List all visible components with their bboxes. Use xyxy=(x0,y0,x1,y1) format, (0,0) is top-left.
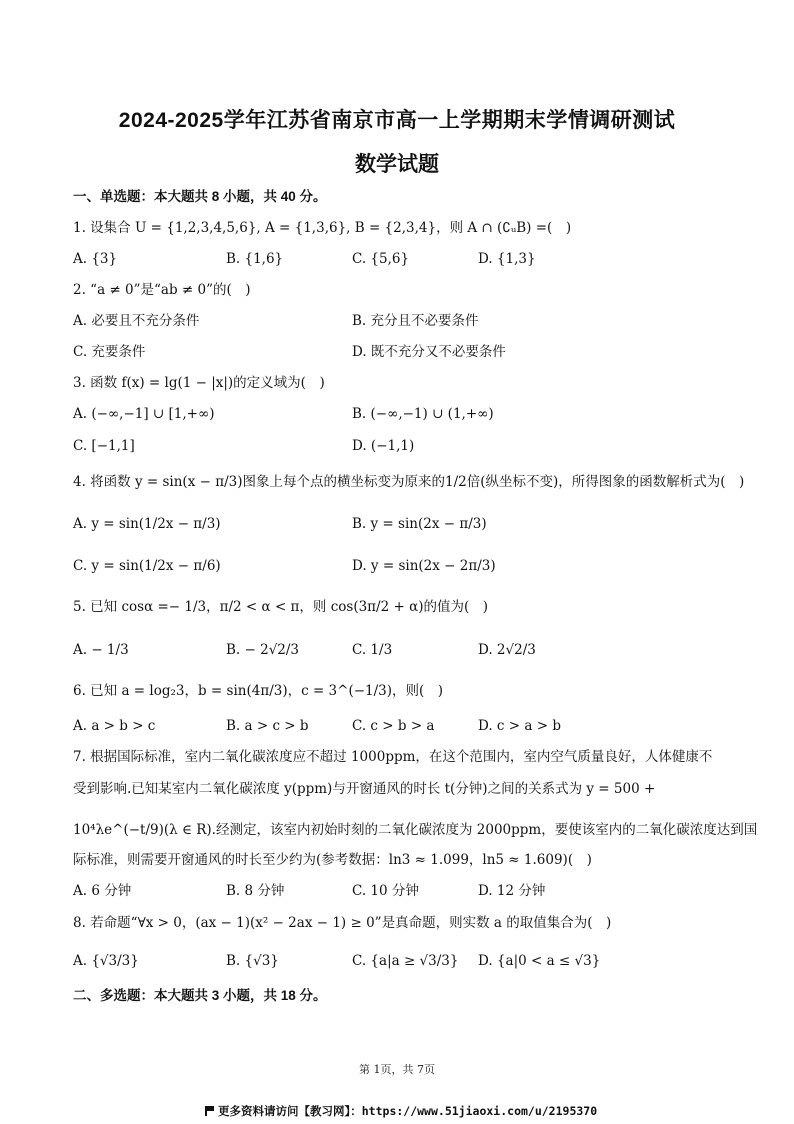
q5-option-a: A. − 1/3 xyxy=(73,642,129,658)
q1-option-a: A. {3} xyxy=(73,251,118,267)
q2-option-c: C. 充要条件 xyxy=(73,344,146,360)
q2-option-a: A. 必要且不充分条件 xyxy=(73,313,200,329)
page-number: 第 1页，共 7页 xyxy=(359,1063,435,1076)
q8-option-a: A. {√3/3} xyxy=(73,953,139,969)
q3-option-b: B. (−∞,−1) ∪ (1,+∞) xyxy=(352,406,494,422)
question-5-stem: 5. 已知 cosα =− 1/3，π/2 < α < π，则 cos(3π/2 + α)的值为( ) xyxy=(73,599,488,615)
section-multiple-choice-header: 二、多选题：本大题共 3 小题，共 18 分。 xyxy=(73,988,327,1003)
question-6-stem: 6. 已知 a = log₂3，b = sin(4π/3)，c = 3^(−1/3)，则( ) xyxy=(73,683,444,699)
q4-option-a: A. y = sin(1/2x − π/3) xyxy=(73,516,221,532)
q7-option-a: A. 6 分钟 xyxy=(73,883,132,899)
q7-option-c: C. 10 分钟 xyxy=(352,883,419,899)
question-4-stem: 4. 将函数 y = sin(x − π/3)图象上每个点的横坐标变为原来的1/2倍(纵坐标不变)，所得图象的函数解析式为( ) xyxy=(73,474,745,490)
q8-option-c: C. {a|a ≥ √3/3} xyxy=(352,953,459,969)
question-3-stem: 3. 函数 f(x) = lg(1 − |x|)的定义域为( ) xyxy=(73,375,325,391)
q2-option-b: B. 充分且不必要条件 xyxy=(352,313,479,329)
question-7-line-4: 际标准，则需要开窗通风的时长至少约为(参考数据：ln3 ≈ 1.099，ln5 ≈ 1.609)( ) xyxy=(73,852,592,868)
q3-option-c: C. [−1,1] xyxy=(73,438,135,454)
q1-option-c: C. {5,6} xyxy=(352,251,410,267)
q8-option-b: B. {√3} xyxy=(226,953,279,969)
question-8-stem: 8. 若命题“∀x > 0，(ax − 1)(x² − 2ax − 1) ≥ 0”是真命题，则实数 a 的取值集合为( ) xyxy=(73,915,612,931)
q6-option-b: B. a > c > b xyxy=(226,718,309,734)
question-1-stem: 1. 设集合 U = {1,2,3,4,5,6}, A = {1,3,6}, B = {2,3,4}，则 A ∩ (∁ᵤB) =( ) xyxy=(73,220,572,236)
q1-option-d: D. {1,3} xyxy=(478,251,536,267)
q3-option-a: A. (−∞,−1] ∪ [1,+∞) xyxy=(73,406,215,422)
flag-icon xyxy=(205,1106,214,1116)
exam-title: 2024-2025学年江苏省南京市高一上学期期末学情调研测试 xyxy=(118,109,676,132)
q3-option-d: D. (−1,1) xyxy=(352,438,415,454)
q6-option-d: D. c > a > b xyxy=(478,718,561,734)
resource-link[interactable] xyxy=(205,1103,597,1119)
section-single-choice-header: 一、单选题：本大题共 8 小题，共 40 分。 xyxy=(73,189,327,204)
q4-option-d: D. y = sin(2x − 2π/3) xyxy=(352,558,496,574)
question-7-line-2: 受到影响.已知某室内二氧化碳浓度 y(ppm)与开窗通风的时长 t(分钟)之间的关系式为 y = 500 + xyxy=(73,781,656,797)
q5-option-c: C. 1/3 xyxy=(352,642,393,658)
q1-option-b: B. {1,6} xyxy=(226,251,284,267)
resource-link-text[interactable]: 更多资料请访问【教习网】：https://www.51jiaoxi.com/u/2195370 xyxy=(218,1104,598,1118)
q7-option-b: B. 8 分钟 xyxy=(226,883,285,899)
q7-option-d: D. 12 分钟 xyxy=(478,883,546,899)
question-2-stem: 2. “a ≠ 0”是“ab ≠ 0”的( ) xyxy=(73,282,251,298)
q5-option-b: B. − 2√2/3 xyxy=(226,642,300,658)
q4-option-b: B. y = sin(2x − π/3) xyxy=(352,516,487,532)
q5-option-d: D. 2√2/3 xyxy=(478,642,536,658)
q4-option-c: C. y = sin(1/2x − π/6) xyxy=(73,558,221,574)
exam-subtitle: 数学试题 xyxy=(355,153,439,176)
q8-option-d: D. {a|0 < a ≤ √3} xyxy=(478,953,601,969)
q2-option-d: D. 既不充分又不必要条件 xyxy=(352,344,506,360)
question-7-line-1: 7. 根据国际标准，室内二氧化碳浓度应不超过 1000ppm，在这个范围内，室内空气质量良好，人体健康不 xyxy=(73,749,713,765)
q6-option-c: C. c > b > a xyxy=(352,718,435,734)
question-7-line-3: 10⁴λe^(−t/9)(λ ∈ R).经测定，该室内初始时刻的二氧化碳浓度为 2000ppm，要使该室内的二氧化碳浓度达到国 xyxy=(73,822,758,838)
q6-option-a: A. a > b > c xyxy=(73,718,156,734)
